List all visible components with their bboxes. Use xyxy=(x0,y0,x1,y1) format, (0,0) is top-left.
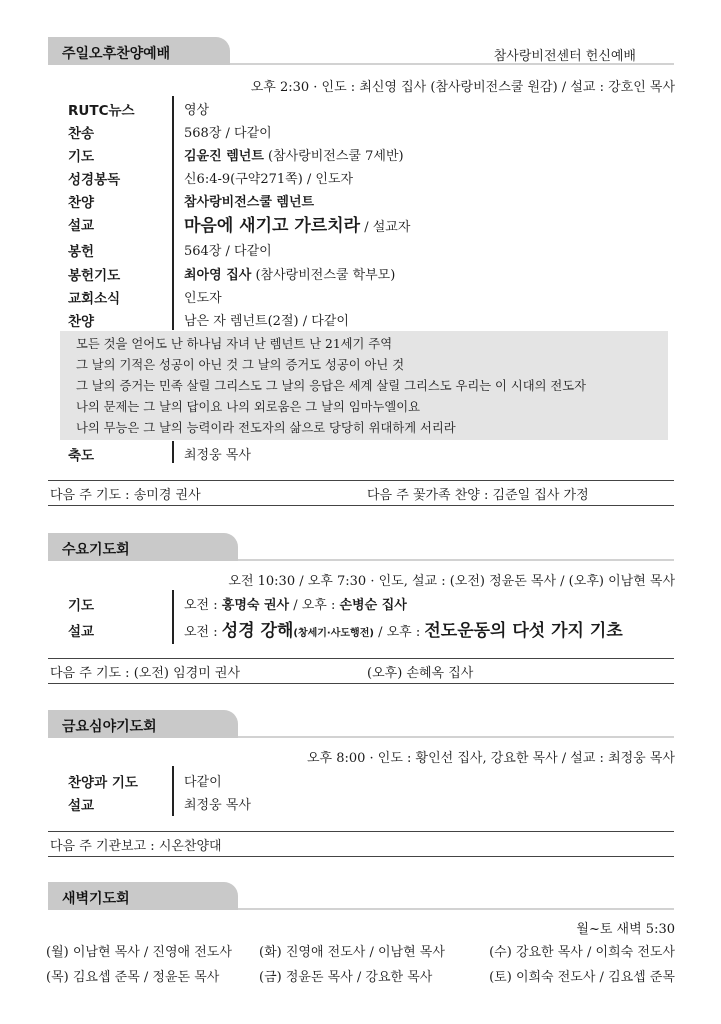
row-label: 찬양과 기도 xyxy=(68,775,138,791)
row-value-rest: / 설교자 xyxy=(360,220,411,235)
row-value: 568장 / 다같이 xyxy=(184,126,272,141)
am-prefix: 오전 : xyxy=(184,625,222,640)
row-value: 남은 자 렘넌트(2절) / 다같이 xyxy=(184,314,349,329)
divider xyxy=(48,480,674,481)
row-label: RUTC뉴스 xyxy=(68,103,135,119)
dawn-day-mon: (월) 이남현 목사 / 진영애 전도사 xyxy=(46,945,232,960)
sunday-vertical-rule xyxy=(172,96,174,330)
dawn-day-fri: (금) 정윤돈 목사 / 강요한 목사 xyxy=(259,970,433,985)
row-value-bold: 최아영 집사 xyxy=(184,268,252,283)
am-prefix: 오전 : xyxy=(184,598,222,613)
blessing-vertical-rule xyxy=(172,441,174,463)
lyric-line: 나의 무능은 그 날의 능력이라 전도자의 삶으로 당당히 위대하게 서리라 xyxy=(76,421,456,435)
divider xyxy=(48,505,674,506)
lyric-line: 그 날의 증거는 민족 살릴 그리스도 그 날의 응답은 세계 살릴 그리스도 우리는 이 시대의 전도자 xyxy=(76,379,587,393)
divider xyxy=(48,683,674,684)
lyrics-box xyxy=(60,331,668,440)
sunday-section-header xyxy=(48,37,674,65)
friday-section-header xyxy=(48,710,674,738)
row-label: 찬양 xyxy=(68,314,95,330)
row-label: 성경봉독 xyxy=(68,172,121,188)
lyric-line: 나의 문제는 그 날의 답이요 나의 외로움은 그 날의 임마누엘이요 xyxy=(76,400,421,414)
sunday-next-flower: 다음 주 꽃가족 찬양 : 김준일 집사 가정 xyxy=(367,488,589,503)
row-label: 설교 xyxy=(68,218,95,234)
friday-title: 금요심야기도회 xyxy=(62,719,157,735)
am-sermon-subtitle: (창세기·사도행전) xyxy=(293,628,374,639)
row-value xyxy=(184,616,623,641)
row-label: 봉헌 xyxy=(68,244,95,260)
row-value xyxy=(184,211,410,236)
sunday-next-prayer: 다음 주 기도 : 송미경 권사 xyxy=(50,488,201,503)
dawn-day-tue: (화) 진영애 전도사 / 이남현 목사 xyxy=(259,945,445,960)
dawn-day-sat: (토) 이희숙 전도사 / 김요셉 준목 xyxy=(489,970,675,985)
dawn-section-header xyxy=(48,882,674,910)
wednesday-next-am: 다음 주 기도 : (오전) 임경미 권사 xyxy=(50,666,241,681)
dawn-day-thu: (목) 김요셉 준목 / 정윤돈 목사 xyxy=(46,970,220,985)
sermon-title: 마음에 새기고 가르치라 xyxy=(184,216,361,236)
row-label: 찬양 xyxy=(68,195,95,211)
row-value: 최정웅 목사 xyxy=(184,448,251,463)
divider xyxy=(48,856,674,857)
row-value-rest: (참사랑비전스쿨 학부모) xyxy=(251,268,396,283)
row-label: 설교 xyxy=(68,624,95,640)
row-label: 축도 xyxy=(68,448,95,464)
lyric-line: 그 날의 기적은 성공이 아닌 것 그 날의 증거도 성공이 아닌 것 xyxy=(76,358,405,372)
row-value xyxy=(184,191,314,210)
lyric-line: 모든 것을 얻어도 난 하나님 자녀 난 렘넌트 난 21세기 주역 xyxy=(76,337,393,351)
row-label: 기도 xyxy=(68,598,95,614)
wednesday-next-pm: (오후) 손혜옥 집사 xyxy=(367,666,474,681)
row-value-bold: 참사랑비전스쿨 렘넌트 xyxy=(184,195,315,210)
divider xyxy=(48,658,674,659)
friday-vertical-rule xyxy=(172,766,174,816)
row-value xyxy=(184,594,407,613)
divider xyxy=(48,831,674,832)
am-leader: 홍명숙 권사 xyxy=(221,598,290,613)
row-value xyxy=(184,264,395,283)
row-label: 교회소식 xyxy=(68,291,121,307)
wednesday-vertical-rule xyxy=(172,590,174,644)
sunday-title: 주일오후찬양예배 xyxy=(62,46,171,62)
wednesday-section-header xyxy=(48,533,674,561)
row-value: 신6:4-9(구약271쪽) / 인도자 xyxy=(184,172,354,187)
wednesday-title: 수요기도회 xyxy=(62,542,130,558)
row-value: 영상 xyxy=(184,103,210,118)
wednesday-info: 오전 10:30 / 오후 7:30 · 인도, 설교 : (오전) 정윤돈 목사 / (오후) 이남현 목사 xyxy=(228,574,675,589)
row-label: 기도 xyxy=(68,149,95,165)
row-value: 564장 / 다같이 xyxy=(184,244,272,259)
am-sermon-title: 성경 강해 xyxy=(221,621,294,641)
dawn-title: 새벽기도회 xyxy=(62,891,130,907)
pm-prefix: / 오후 : xyxy=(289,598,340,613)
row-label: 봉헌기도 xyxy=(68,268,121,284)
row-value: 인도자 xyxy=(184,291,222,306)
row-label: 설교 xyxy=(68,798,95,814)
row-value: 최정웅 목사 xyxy=(184,798,251,813)
row-value xyxy=(184,145,404,164)
row-value-rest: (참사랑비전스쿨 7세반) xyxy=(263,149,404,164)
sunday-venue: 참사랑비전센터 헌신예배 xyxy=(493,49,636,64)
dawn-day-wed: (수) 강요한 목사 / 이희숙 전도사 xyxy=(489,945,675,960)
dawn-time: 월~토 새벽 5:30 xyxy=(576,922,675,937)
pm-prefix: / 오후 : xyxy=(373,625,425,640)
friday-next-report: 다음 주 기관보고 : 시온찬양대 xyxy=(50,839,222,854)
row-value: 다같이 xyxy=(184,775,222,790)
pm-sermon-title: 전도운동의 다섯 가지 기초 xyxy=(424,621,623,641)
row-label: 찬송 xyxy=(68,126,95,142)
row-value-bold: 김윤진 렘넌트 xyxy=(184,149,264,164)
sunday-info: 오후 2:30 · 인도 : 최신영 집사 (참사랑비전스쿨 원감) / 설교 : 강호인 목사 xyxy=(250,80,675,95)
friday-info: 오후 8:00 · 인도 : 황인선 집사, 강요한 목사 / 설교 : 최정웅 목사 xyxy=(306,751,675,766)
pm-leader: 손병순 집사 xyxy=(339,598,407,613)
